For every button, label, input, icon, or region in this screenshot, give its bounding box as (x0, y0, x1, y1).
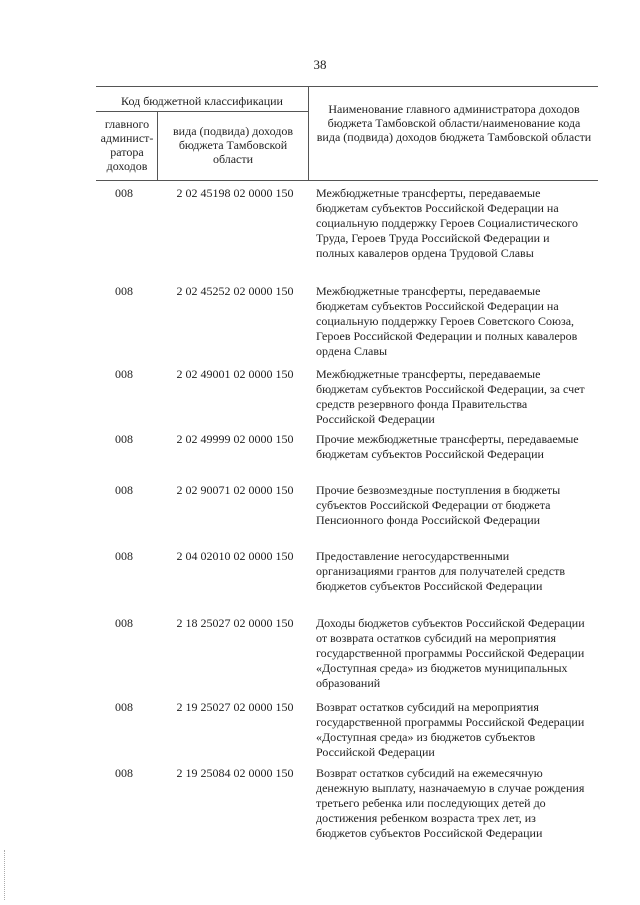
income-code-cell: 2 02 90071 02 0000 150 (176, 483, 294, 497)
income-name-cell: Межбюджетные трансферты, передаваемые бюджетам субъектов Российской Федерации, за счет средств резервного фонда Правительства Российской Федерации (316, 367, 585, 426)
income-name-cell: Предоставление негосударственными организациями грантов для получателей средств бюджетов субъектов Российской Федерации (316, 549, 566, 593)
income-name-cell: Прочие безвозмездные поступления в бюджеты субъектов Российской Федерации от бюджета Пенсионного фонда Российской Федерации (316, 483, 561, 527)
header-col-code: вида (подвида) доходов бюджета Тамбовской области (173, 124, 293, 166)
admin-code-cell: 008 (115, 432, 133, 446)
header-col-admin: главного админист-ратора доходов (100, 117, 154, 173)
header-divider-admin (157, 111, 158, 180)
income-code-cell: 2 02 49001 02 0000 150 (176, 367, 294, 381)
admin-code-cell: 008 (115, 549, 133, 563)
income-code-cell: 2 02 49999 02 0000 150 (176, 432, 294, 446)
header-col-name: Наименование главного администратора доходов бюджета Тамбовской области/наименование кода вида (подвида) доходов бюджета Тамбовской области (316, 102, 592, 144)
income-name-cell: Прочие межбюджетные трансферты, передаваемые бюджетам субъектов Российской Федерации (316, 432, 579, 461)
header-top-border (96, 86, 598, 87)
income-name-cell: Возврат остатков субсидий на мероприятия государственной программы Российской Федерации «Доступная среда» из бюджетов субъектов Российской Федерации (316, 700, 585, 759)
income-code-cell: 2 02 45252 02 0000 150 (176, 284, 294, 298)
income-name-cell: Межбюджетные трансферты, передаваемые бюджетам субъектов Российской Федерации на социальную поддержку Героев Социалистического Труда, Героев Труда Российской Федерации и полных кавалеров ордена Трудовой Славы (316, 186, 579, 260)
income-code-cell: 2 04 02010 02 0000 150 (176, 549, 294, 563)
admin-code-cell: 008 (115, 616, 133, 630)
admin-code-cell: 008 (115, 766, 133, 780)
header-group-title: Код бюджетной классификации (121, 94, 283, 108)
admin-code-cell: 008 (115, 367, 133, 381)
admin-code-cell: 008 (115, 284, 133, 298)
income-name-cell: Возврат остатков субсидий на ежемесячную денежную выплату, назначаемую в случае рождения третьего ребенка или последующих детей до достижения ребенком возраста трех лет, из бюджетов субъектов Российской Федерации (316, 766, 585, 840)
admin-code-cell: 008 (115, 186, 133, 200)
income-name-cell: Доходы бюджетов субъектов Российской Федерации от возврата остатков субсидий на мероприятия государственной программы Российской Федерации «Доступная среда» из бюджетов муниципальных образований (316, 616, 585, 690)
admin-code-cell: 008 (115, 483, 133, 497)
admin-code-cell: 008 (115, 700, 133, 714)
income-code-cell: 2 18 25027 02 0000 150 (176, 616, 294, 630)
header-divider-group (308, 86, 309, 180)
header-bottom-border (96, 180, 598, 181)
scan-edge-mark (4, 850, 6, 900)
header-group-underline (96, 111, 308, 112)
income-name-cell: Межбюджетные трансферты, передаваемые бюджетам субъектов Российской Федерации на социальную поддержку Героев Советского Союза, Героев Российской Федерации и полных кавалеров ордена Славы (316, 284, 578, 358)
income-code-cell: 2 19 25084 02 0000 150 (176, 766, 294, 780)
income-code-cell: 2 02 45198 02 0000 150 (176, 186, 294, 200)
page-number: 38 (313, 57, 327, 72)
income-code-cell: 2 19 25027 02 0000 150 (176, 700, 294, 714)
